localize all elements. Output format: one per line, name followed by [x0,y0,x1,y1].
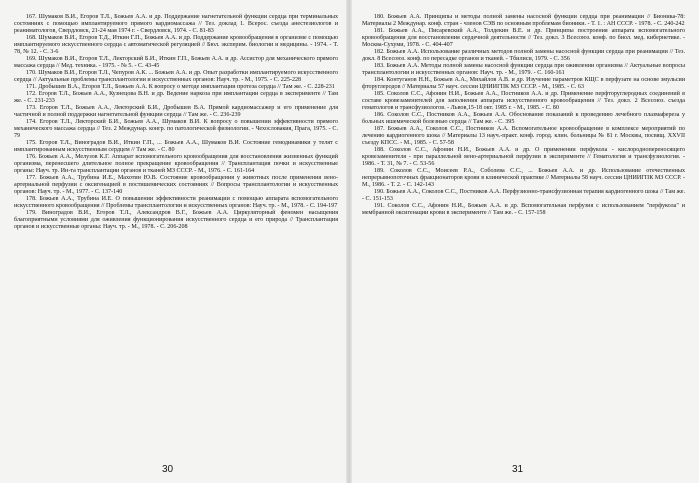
bibliography-entry: 191. Соколов С.С., Афонин Н.И., Божьев А.А. и др. Вспомогательная перфузия с использованием "перфукола" и мембранной оксигенации крови в эксперименте // Там же. - С. 157-158 [362,203,685,216]
page-number: 31 [512,464,524,475]
right-bibliography-list [362,14,685,217]
bibliography-entry: 171. Дробышев В.А., Егоров Т.Л., Божьев А.А. К вопросу о методе имплантации протеза сердца // Там же. - С. 228-231 [26,84,335,90]
bibliography-entry: 188. Соколов С.С., Афонин Н.И., Божьев А.А. и др. О применении перфукола - кислороднопереносящего кровезаменителя - при параллельной вено-артериальной перфузии в эксперименте // Гематология и трансфузиология. - 1986. - Т. 31, № 7. - С. 53-56 [362,147,685,167]
bibliography-entry: 167. Шумаков В.И., Егоров Т.Л., Божьев А.А. и др. Поддержание нагнетательной функции сердца при терминальных состояниях с помощью имплантируемого прямого кардиомассажа // Тез. доклад 1. Всерос. съезда анестезиологов и реаниматологов, Свердловск, 21-24 мая 1974 г. - Свердловск, 1974. - С. 81-83 [14,14,338,34]
bibliography-entry: 174. Егоров Т.Л., Лекторский Б.И., Божьев А.А., Шумаков В.И. К вопросу о повышении эффективности прямого механического массажа сердца // Тез. 2 Междунар. конгр. по патологической физиологии. - Чехословакия, Прага, 1975. - С. 79 [14,119,338,139]
bibliography-entry: 179. Виноградов В.И., Егоров Т.Л., Александров В.Г., Божьев А.А. Циркуляторный феномен насыщения благоприятными условиями для оживления функционирования искусственного сердца и его природа // Трансплантация органов и искусственные органы: Науч. тр. - М., 1978. - С. 206-208 [14,210,338,230]
bibliography-entry: 181. Божьев А.А., Писаревский А.А., Толдекин В.Е. и др. Принципы построения аппарата вспомогательного кровообращения для восстановления сердечной деятельности // Тез. докл. 3 Всесоюз. конф. по биол. мед. кибернетике. - Москва-Сухуми, 1978. - С. 404-407 [362,28,685,48]
right-page [350,0,699,483]
bibliography-entry: 169. Шумаков В.И., Егоров Т.Л., Лекторский Б.И., Иткин Г.П., Божьев А.А. и др. Ассистор для механического прямого массажа сердца // Мед. техника. - 1975. - № 5. - С. 43-45 [14,56,338,69]
bibliography-entry: 185. Соколов С.С., Афонин Н.И., Божьев А.А., Постников А.А. и др. Применение перфторуглеродных соединений в составе кровезаменителей для заполнения аппарата искусственного кровообращения // Тез. докл. 2 Всесоюз. съезда гематологов и трансфузиологов. - Львов,15-18 окт. 1985 г. - М., 1985. - С. 80 [362,91,685,111]
left-bibliography-list [14,14,338,231]
left-page [0,0,348,483]
bibliography-entry: 168. Шумаков В.И., Егоров Т.Д., Иткин Г.П., Божьев А.А. и др. Поддержание кровообращения в организме с помощью имплантируемого искусственного сердца с автоматической регуляцией // Бюл. эксперим. биологии и медицины. - 1974. - Т. 78, № 12. - С. 3-6 [14,35,338,55]
bibliography-entry: 170. Шумаков В.И., Егоров Т.Л., Чепуров А.К. ... Божьев А.А. и др. Опыт разработки имплантируемого искусственного сердца // Актуальные проблемы трансплантологии и искусственных органов: Науч. тр. - М., 1975. - С. 225-228 [14,70,338,83]
bibliography-entry: 180. Божьев А.А. Принципы и методы полной замены насосной функции сердца при реанимации // Бионика-78: Материалы 2 Междунар. конф. стран - членов СЭВ по основным проблемам бионики. - Т. 1. : АН СССР. - 1978. - С. 240-242 [362,14,685,27]
bibliography-entry: 176. Божьев А.А., Мелузов К.Г. Аппарат вспомогательного кровообращения для восстановления жизненных функций организма, перенесшего длительное полное прекращение кровообращения // Трансплантация почки и искусственные органы: Науч. тр. Ин-та трансплантации органов и тканей МЗ СССР. - М., 1976. - С. 161-164 [14,154,338,174]
bibliography-entry: 183. Божьев А.А. Методы полной замены насосной функции сердца при оживлении организма // Актуальные вопросы трансплантологии и искусственных органов: Науч. тр. - М., 1979. - С. 160-161 [362,63,685,76]
bibliography-entry: 182. Божьев А.А. Использование различных методов полной замены насосной функции сердца при реанимации // Тез. докл. 8 Всесоюз. конф. по пересадке органов и тканей. - Тбилиси, 1979. - С. 356 [362,49,685,62]
bibliography-entry: 172. Егоров Т.Л., Божьев А.А., Кузнецова В.Н. и др. Ведение наркоза при имплантации сердца в эксперименте // Там же. - С. 231-233 [14,91,338,104]
bibliography-entry: 173. Егоров Т.Л., Божьев А.А., Лекторский Б.И., Дробышев В.А. Прямой кардиомассажер и его применение для частичной и полной поддержки нагнетательной функции сердца // Там же. - С. 236-239 [14,105,338,118]
bibliography-entry: 186. Соколов С.С., Постников А.А., Божьев А.А. Обоснование показаний к проведению лечебного плазмафереза у больных ишемической болезнью сердца // Там же. - С. 395 [362,112,685,125]
bibliography-entry: 187. Божьев А.А., Соколов С.С., Постников А.А. Вспомогательное кровообращение в комплексе мероприятий по лечению кардиогенного шока // Материалы 13 науч.-практ. конф. город. клин. больницы № 81 г. Москвы, посвящ. XXVII съезду КПСС. - М., 1985. - С. 57-58 [362,126,685,146]
page-number: 30 [162,464,174,475]
bibliography-entry: 175. Егоров Т.Л., Виноградов В.И., Иткин Г.П., ... Божьев А.А., Шумаков В.И. Состояние гемодинамики у телят с имплантированным искусственным сердцем // Там же. - С. 80 [14,140,338,153]
bibliography-entry: 189. Соколов С.С., Моисеев Р.А., Соболева С.С., ... Божьев А.А. и др. Использование отечественных непрерывнопоточных фракционаторов крови в клинической практике // Материалы 58 науч. сессии ЦНИИГПК МЗ СССР. - М., 1986. - Т. 2. - С. 142-143 [362,168,685,188]
bibliography-entry: 178. Божьев А.А., Трубина И.Е. О повышении эффективности реанимации с помощью аппарата вспомогательного искусственного кровообращения // Проблемы трансплантологии и искусственных органов: Науч. тр. - М., 1978. - С. 194-197 [14,196,338,209]
bibliography-entry: 190. Божьев А.А., Соколов С.С., Постников А.А. Перфузионно-трансфузионная терапия кардиогенного шока // Там же. - С. 151-153 [362,189,685,202]
bibliography-entry: 177. Божьев А.А., Трубина И.Е., Махотин Ю.В. Состояние кровообращения у животных после применения вено-артериальной перфузии с оксигенацией в постишемических состояниях // Вопросы трансплантологии и искусственных органов: Науч. тр. - М., 1977. - С. 137-140 [14,175,338,195]
bibliography-entry: 184. Контуганов Н.Н., Божьев А.А., Михайлов А.В. и др. Изучение параметров КЩС в перфузате на основе эмульсии фторуглеродов // Материалы 57 науч. сессии ЦНИИГПК МЗ СССР. - М., 1985. - С. 63 [362,77,685,90]
